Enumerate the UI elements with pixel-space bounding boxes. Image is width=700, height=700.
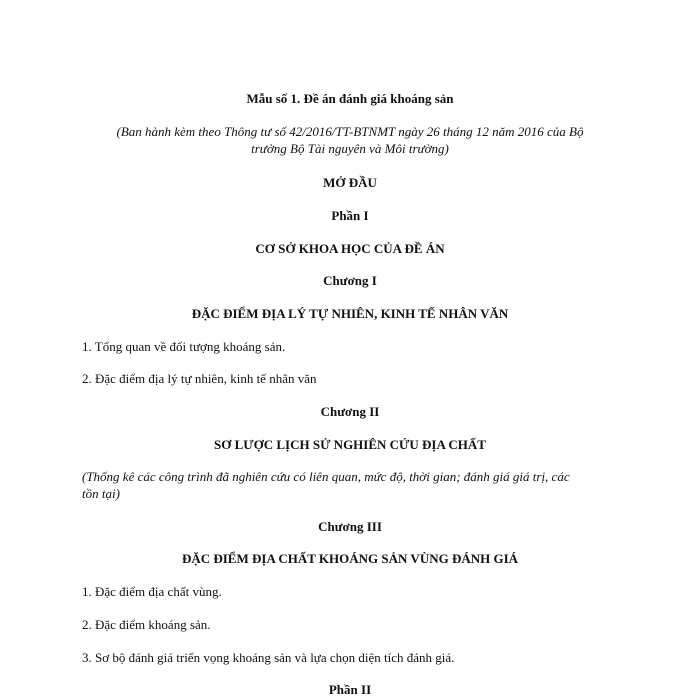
issuance-note-line-1: (Ban hành kèm theo Thông tư số 42/2016/TT-BTNMT ngày 26 tháng 12 năm 2016 của Bộ xyxy=(116,124,584,139)
chapter-1-title: ĐẶC ĐIỂM ĐỊA LÝ TỰ NHIÊN, KINH TẾ NHÂN VĂN xyxy=(191,306,509,321)
issuance-note-line-2: trưởng Bộ Tài nguyên và Môi trường) xyxy=(251,141,449,156)
chapter-3-item: 2. Đặc điểm khoáng sản. xyxy=(82,617,211,632)
chapter-2-note-line-1: (Thống kê các công trình đã nghiên cứu có liên quan, mức độ, thời gian; đánh giá giá trị, các xyxy=(82,469,570,484)
form-title: Mẫu số 1. Đề án đánh giá khoáng sản xyxy=(246,91,454,106)
chapter-3-item: 3. Sơ bộ đánh giá triển vọng khoáng sản và lựa chọn diện tích đánh giá. xyxy=(82,650,455,665)
chapter-2-title: SƠ LƯỢC LỊCH SỬ NGHIÊN CỨU ĐỊA CHẤT xyxy=(214,437,486,452)
intro-heading: MỞ ĐẦU xyxy=(323,175,377,190)
chapter-3-title: ĐẶC ĐIỂM ĐỊA CHẤT KHOÁNG SẢN VÙNG ĐÁNH GIÁ xyxy=(181,551,519,566)
chapter-2-label: Chương II xyxy=(320,404,380,419)
chapter-1-item: 2. Đặc điểm địa lý tự nhiên, kinh tế nhân văn xyxy=(82,371,317,386)
part-2-label: Phần II xyxy=(328,682,372,697)
part-1-title: CƠ SỞ KHOA HỌC CỦA ĐỀ ÁN xyxy=(255,241,445,256)
chapter-1-label: Chương I xyxy=(323,273,377,288)
chapter-3-item: 1. Đặc điểm địa chất vùng. xyxy=(82,584,222,599)
part-1-label: Phần I xyxy=(331,208,369,223)
chapter-3-label: Chương III xyxy=(318,519,382,534)
chapter-1-item: 1. Tổng quan về đối tượng khoáng sản. xyxy=(82,339,286,354)
chapter-2-note-line-2: tồn tại) xyxy=(82,486,120,501)
